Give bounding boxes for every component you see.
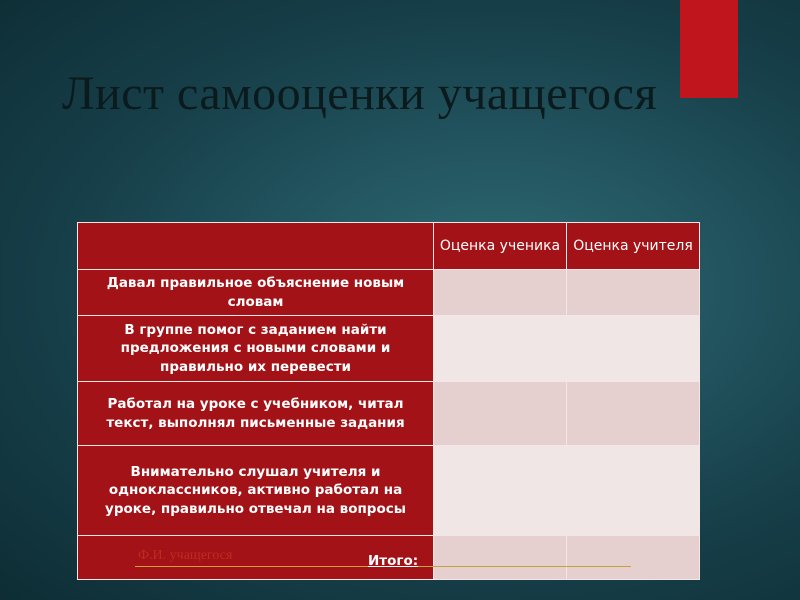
criterion-cell: В группе помог с заданием найти предложения с новыми словами и правильно их перевести [78, 316, 434, 382]
teacher-grade-cell[interactable] [567, 316, 700, 382]
teacher-grade-cell[interactable] [567, 382, 700, 446]
teacher-grade-cell[interactable] [567, 270, 700, 316]
slide-title: Лист самооценки учащегося [62, 67, 658, 120]
student-grade-cell[interactable] [434, 316, 567, 382]
criterion-cell: Давал правильное объяснение новым словам [78, 270, 434, 316]
student-grade-cell[interactable] [434, 270, 567, 316]
table-row [78, 446, 700, 536]
table-row [78, 270, 700, 316]
self-assessment-table [77, 222, 700, 580]
total-label: Итого: [368, 553, 419, 569]
header-criterion [78, 223, 434, 270]
criterion-cell: Работал на уроке с учебником, читал текст, выполнял письменные задания [78, 382, 434, 446]
table-row [78, 382, 700, 446]
criterion-cell: Внимательно слушал учителя и одноклассников, активно работал на уроке, правильно отвечал на вопросы [78, 446, 434, 536]
header-teacher-grade: Оценка учителя [567, 223, 700, 270]
table-row [78, 316, 700, 382]
table-header-row [78, 223, 700, 270]
student-name-label: Ф.И. учащегося [138, 548, 233, 563]
teacher-grade-cell[interactable] [567, 446, 700, 536]
student-grade-cell[interactable] [434, 382, 567, 446]
student-grade-cell[interactable] [434, 446, 567, 536]
accent-bar [680, 0, 738, 98]
header-student-grade: Оценка ученика [434, 223, 567, 270]
